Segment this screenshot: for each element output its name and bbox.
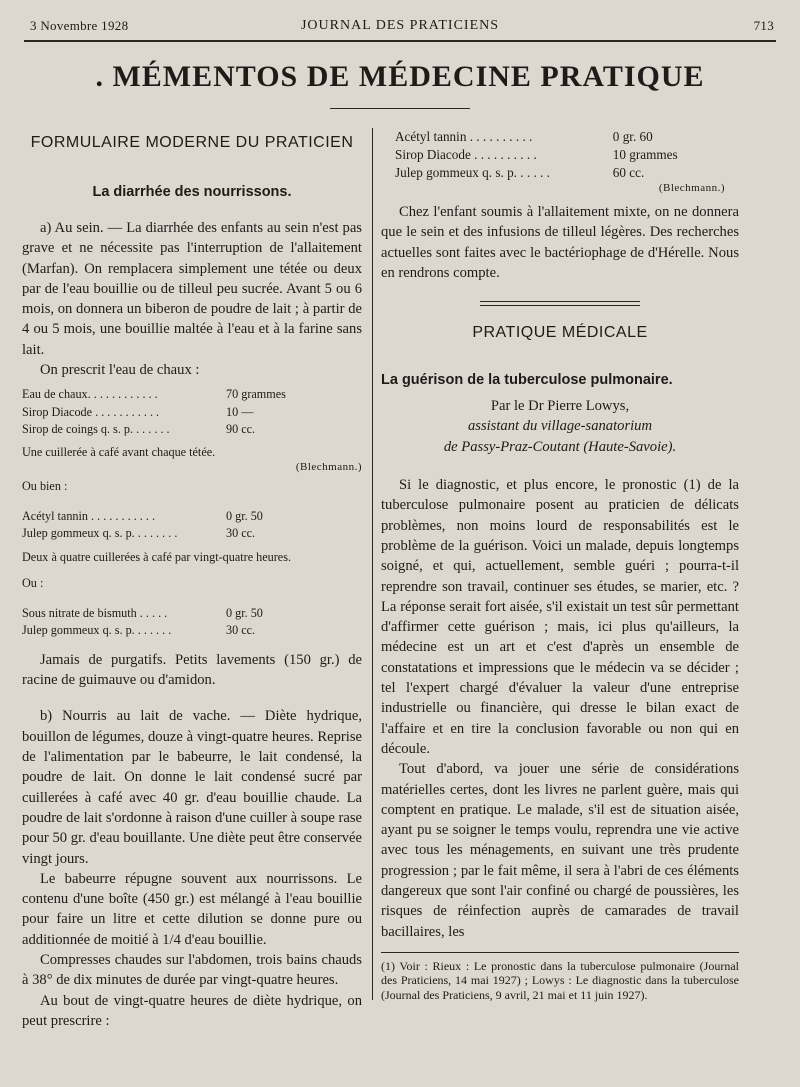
- recipe-ingredient: Acétyl tannin . . . . . . . . . .: [395, 129, 533, 144]
- recipe-note: Deux à quatre cuillerées à café par vingt-quatre heures.: [22, 549, 291, 564]
- article-title-diarrhee: La diarrhée des nourrissons.: [92, 184, 292, 200]
- ou-label: Ou :: [22, 576, 44, 591]
- recipe-ingredient: Julep gommeux q. s. p. . . . . . . .: [22, 526, 178, 541]
- recipe-author: (Blechmann.): [295, 461, 362, 474]
- recipe-quantity: 30 cc.: [226, 526, 256, 541]
- recipe-ingredient: Sous nitrate de bismuth . . . . .: [22, 605, 168, 620]
- recipe-acetyl-tannin: [22, 508, 362, 543]
- running-head-journal: JOURNAL DES PRATICIENS: [300, 18, 500, 33]
- recipe-ingredient: Eau de chaux. . . . . . . . . . . .: [22, 387, 158, 402]
- recipe-quantity: 0 gr. 50: [226, 508, 263, 523]
- right-column: [381, 128, 739, 1002]
- affiliation-line-2: de Passy-Praz-Coutant (Haute-Savoie).: [443, 438, 677, 455]
- recipe-note: Une cuillerée à café avant chaque tétée.: [22, 444, 216, 459]
- recipe-quantity: 30 cc.: [226, 623, 256, 638]
- recipe-ingredient: Sirop Diacode . . . . . . . . . . .: [22, 404, 160, 419]
- column-divider: [372, 128, 373, 1000]
- recipe-quantity: 0 gr. 60: [612, 129, 653, 144]
- recipe-row: [395, 146, 725, 164]
- affiliation-line-1: assistant du village-sanatorium: [467, 418, 653, 435]
- recipe-quantity: 0 gr. 50: [226, 605, 263, 620]
- recipe-ingredient: Acétyl tannin . . . . . . . . . . .: [22, 508, 156, 523]
- recipe-row: [22, 622, 362, 640]
- recipe-row: [395, 128, 725, 146]
- left-column: [22, 128, 362, 1031]
- paragraph-prescrit: On prescrit l'eau de chaux :: [40, 362, 200, 379]
- recipe-acetyl-tannin-mixte: [395, 128, 725, 182]
- paragraph-au-bout: Au bout de vingt-quatre heures de diète hydrique, on peut prescrire :: [22, 992, 362, 1029]
- recipe-row: [22, 421, 362, 439]
- recipe-row: [22, 404, 362, 422]
- page-number: 713: [753, 18, 774, 33]
- page-title: . MÉMENTOS DE MÉDECINE PRATIQUE: [95, 60, 705, 93]
- paragraph-allaitement-mixte: Chez l'enfant soumis à l'allaitement mixte, on ne donnera que le sein et des infusions de tilleul légères. Des recherches actuelles sont faites avec le bactériophage de d'Hérelle. Nous en rendrons compte.: [381, 204, 739, 281]
- recipe-author: (Blechmann.): [658, 182, 725, 194]
- paragraph-diagnostic: Si le diagnostic, et plus encore, le pronostic (1) de la tuberculose pulmonaire posent au praticien de délicats problèmes, non moins lourd de responsabilités est le problème de la guérison. Voici un malade, depuis longtemps soigné, et qui, actuellement, semble guéri ; pourra-t-il reprendre son travail, continuer ses études, se marier, etc. ? La réponse serait fort aisée, s'il existait un test sûr permettant d'affirmer cette guérison ; mais, ici plus qu'ailleurs, la médecine est un art et c'est d'après un ensemble de constatations et impressions que le médecin va se décider ; tel l'expert chargé d'évaluer la valeur d'une entreprise industrielle ou financière, qui dresse le bilan exact de l'affaire et en tire la conclusion favorable ou non qui en découle.: [381, 477, 739, 757]
- ou-bien-label: Ou bien :: [22, 479, 68, 494]
- paragraph-compresses: Compresses chaudes sur l'abdomen, trois bains chauds à 38° de dix minutes de durée par vingt-quatre heures.: [22, 952, 362, 989]
- footnote: (1) Voir : Rieux : Le pronostic dans la tuberculose pulmonaire (Journal des Praticiens, 14 mai 1927) ; Lowys : Le diagnostic dans la tuberculose (Journal des Praticiens, 9 avril, 21 mai et 11 juin 1927).: [381, 958, 739, 1002]
- byline: Par le Dr Pierre Lowys,: [490, 398, 630, 415]
- recipe-row: [22, 386, 362, 404]
- recipe-ingredient: Sirop Diacode . . . . . . . . . .: [395, 147, 537, 162]
- recipe-row: [22, 605, 362, 623]
- section-heading-pratique: PRATIQUE MÉDICALE: [472, 324, 648, 342]
- running-head-date: 3 Novembre 1928: [30, 18, 129, 33]
- recipe-row: [22, 508, 362, 526]
- recipe-bismuth: [22, 605, 362, 640]
- paragraph-tout-d-abord: Tout d'abord, va jouer une série de considérations matérielles certes, dont les livres ne parlent guère, mais qui comptent en pratique. Le malade, s'il est de situation aisée, ayant pu se soigner le temps voulu, reprendra une vie active avec tous les ménagements, en suivant une très prudente progression ; par le fait même, il sera à l'abri de ces éléments dangereux que sont l'air confiné ou chargé de poussières, les risques de réinfection auprès de camarades de travail bacillaires, les: [381, 761, 739, 940]
- recipe-ingredient: Sirop de coings q. s. p. . . . . . .: [22, 422, 170, 437]
- recipe-ingredient: Julep gommeux q. s. p. . . . . . .: [22, 623, 172, 638]
- recipe-eau-de-chaux: [22, 386, 362, 439]
- recipe-quantity: 90 cc.: [226, 422, 256, 437]
- recipe-row: [22, 525, 362, 543]
- recipe-quantity: 10 grammes: [612, 147, 678, 162]
- header-rule: [24, 40, 776, 42]
- section-heading-formulaire: FORMULAIRE MODERNE DU PRATICIEN: [30, 134, 354, 151]
- paragraph-purgatifs: Jamais de purgatifs. Petits lavements (150 gr.) de racine de guimauve ou d'amidon.: [22, 651, 362, 689]
- recipe-quantity: 70 grammes: [226, 387, 286, 402]
- paragraph-lait-de-vache: b) Nourris au lait de vache. — Diète hydrique, bouillon de légumes, douze à vingt-quatre heures. Reprise de l'alimentation par le babeurre, le lait condensé, la poudre de lait. On donne le lait condensé sucré par cuillerées à café avec 40 gr. d'eau bouillie chaude. La poudre de lait s'ordonne à raison d'une cuiller à soupe rase pour 50 gr. d'eau bouillante. Une diète peut être conservée vingt jours.: [22, 708, 362, 867]
- recipe-quantity: 10 —: [226, 404, 254, 419]
- footnote-rule: [381, 952, 739, 953]
- recipe-quantity: 60 cc.: [612, 165, 645, 180]
- recipe-ingredient: Julep gommeux q. s. p. . . . . .: [395, 165, 550, 180]
- recipe-row: [395, 164, 725, 182]
- article-title-tuberculose: La guérison de la tuberculose pulmonaire.: [381, 372, 673, 389]
- section-separator: [480, 301, 640, 306]
- paragraph-babeurre: Le babeurre répugne souvent aux nourrissons. Le contenu d'une boîte (450 gr.) est mélangé à l'eau bouillie pour faire un litre et cette dilution se donne pure ou additionnée de moitié à 1/4 d'eau bouillie.: [22, 870, 362, 948]
- paragraph-au-sein: a) Au sein. — La diarrhée des enfants au sein n'est pas grave et ne nécessite pas l'interruption de l'allaitement (Marfan). On remplacera simplement une tétée ou deux par de l'eau bouillie ou de tilleul peu sucrée. Avant 5 ou 6 mois, on donnera un biberon de poudre de lait ; à partir de 4 ou 5 mois, une bouillie maltée à l'eau et à la farine sans lait.: [22, 220, 362, 358]
- title-rule: [330, 108, 470, 109]
